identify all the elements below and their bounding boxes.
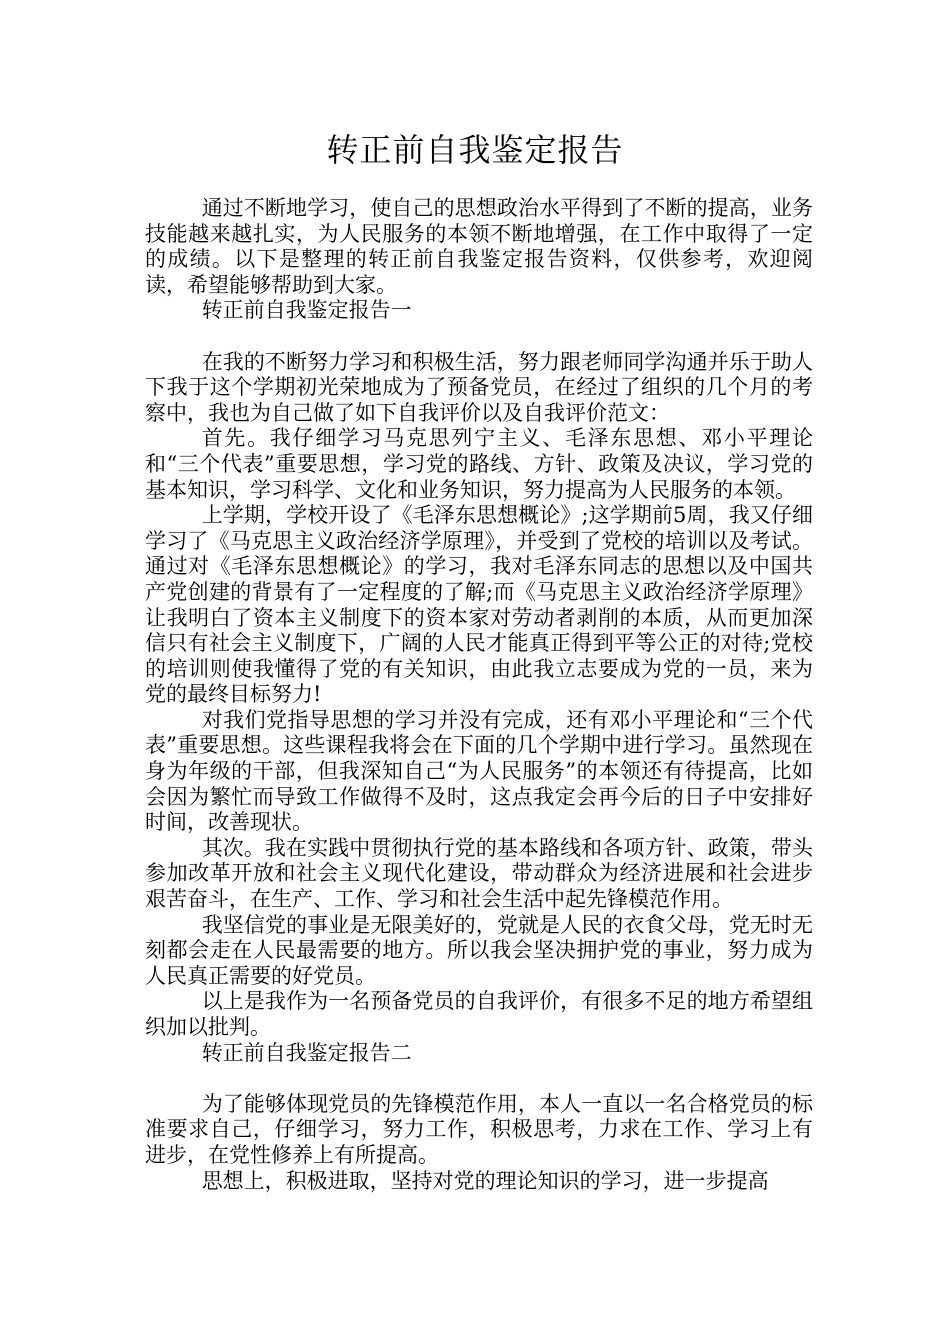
blank-line xyxy=(145,1066,813,1092)
document-body xyxy=(145,196,813,1194)
section-heading-2: 转正前自我鉴定报告二 xyxy=(201,1040,412,1065)
paragraph: 对我们党指导思想的学习并没有完成，还有邓小平理论和“三个代表”重要思想。这些课程我将会在下面的几个学期中进行学习。虽然现在身为年级的干部，但我深知自己“为人民服务”的本领还有待提高，比如会因为繁忙而导致工作做得不及时，这点我定会再今后的日子中安排好时间，改善现状。 xyxy=(145,707,813,835)
paragraph: 为了能够体现党员的先锋模范作用，本人一直以一名合格党员的标准要求自己，仔细学习，努力工作，积极思考，力求在工作、学习上有进步，在党性修养上有所提高。 xyxy=(145,1091,813,1167)
paragraph: 我坚信党的事业是无限美好的，党就是人民的衣食父母，党无时无刻都会走在人民最需要的地方。所以我会坚决拥护党的事业，努力成为人民真正需要的好党员。 xyxy=(145,912,813,988)
paragraph-intro: 通过不断地学习，使自己的思想政治水平得到了不断的提高，业务技能越来越扎实，为人民服务的本领不断地增强，在工作中取得了一定的成绩。以下是整理的转正前自我鉴定报告资料，仅供参考，欢迎阅读，希望能够帮助到大家。 xyxy=(145,196,813,297)
paragraph: 在我的不断努力学习和积极生活，努力跟老师同学沟通并乐于助人下我于这个学期初光荣地成为了预备党员，在经过了组织的几个月的考察中，我也为自己做了如下自我评价以及自我评价范文： xyxy=(145,349,813,425)
paragraph: 其次。我在实践中贯彻执行党的基本路线和各项方针、政策，带头参加改革开放和社会主义现代化建设，带动群众为经济进展和社会进步艰苦奋斗，在生产、工作、学习和社会生活中起先锋模范作用。 xyxy=(145,835,813,912)
paragraph: 首先。我仔细学习马克思列宁主义、毛泽东思想、邓小平理论和“三个代表”重要思想，学习党的路线、方针、政策及决议，学习党的基本知识，学习科学、文化和业务知识，努力提高为人民服务的本领。 xyxy=(145,426,813,502)
document-title: 转正前自我鉴定报告 xyxy=(326,131,624,169)
paragraph: 思想上，积极进取，坚持对党的理论知识的学习，进一步提高 xyxy=(201,1168,769,1193)
paragraph: 以上是我作为一名预备党员的自我评价，有很多不足的地方希望组织加以批判。 xyxy=(145,989,813,1039)
blank-line xyxy=(145,324,813,350)
paragraph: 上学期，学校开设了《毛泽东思想概论》;这学期前5周，我又仔细学习了《马克思主义政治经济学原理》，并受到了党校的培训以及考试。通过对《毛泽东思想概论》的学习，我对毛泽东同志的思想以及中国共产党创建的背景有了一定程度的了解;而《马克思主义政治经济学原理》让我明白了资本主义制度下的资本家对劳动者剥削的本质，从而更加深信只有社会主义制度下，广阔的人民才能真正得到平等公正的对待;党校的培训则使我懂得了党的有关知识，由此我立志要成为党的一员，来为党的最终目标努力! xyxy=(145,503,813,707)
section-heading-1: 转正前自我鉴定报告一 xyxy=(201,298,412,323)
